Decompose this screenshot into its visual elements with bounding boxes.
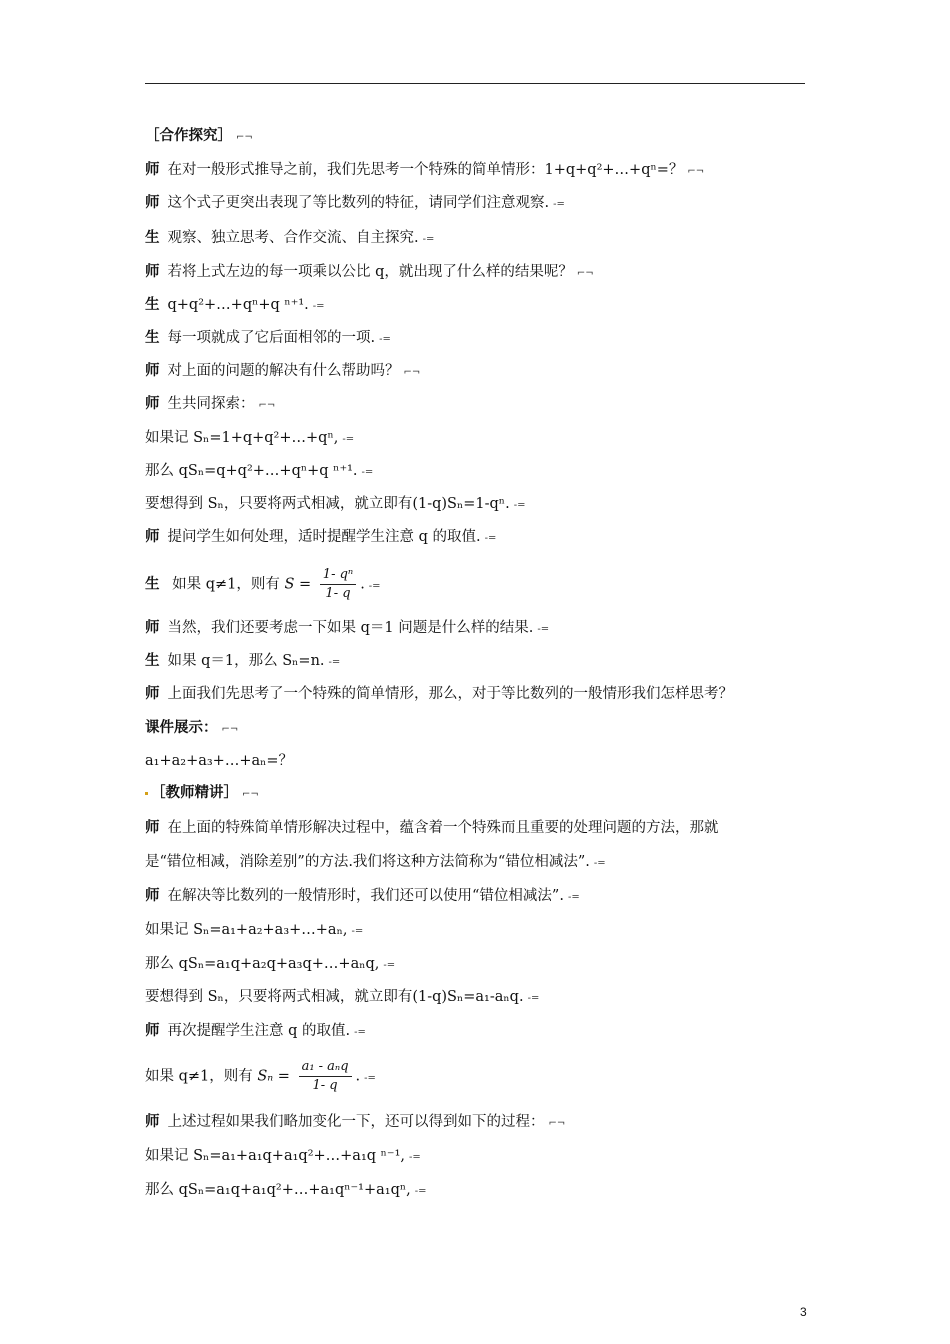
fraction-line-2 (145, 1058, 376, 1095)
edit-mark: -= (354, 1027, 366, 1038)
text-line (145, 618, 549, 640)
text-line (145, 1112, 565, 1134)
edit-mark: -= (409, 1152, 421, 1163)
speaker-label: 生 (145, 653, 160, 669)
edit-mark: -= (383, 960, 396, 971)
line-text: 生共同探索： (167, 396, 255, 412)
speaker-label: 师 (145, 686, 160, 702)
edit-mark: -= (593, 858, 606, 869)
fraction-line-1 (145, 566, 381, 603)
edit-mark: -= (351, 926, 364, 937)
highlight-dot (145, 792, 148, 795)
speaker-label: 师 (145, 529, 160, 545)
edit-mark: ⌐¬ (576, 268, 594, 279)
edit-mark: -= (312, 301, 325, 312)
fraction (299, 1058, 352, 1095)
line-text: 上述过程如果我们略加变化一下，还可以得到如下的过程： (167, 1114, 545, 1130)
line-text: 课件展示： (145, 720, 218, 736)
speaker-label: 师 (145, 396, 160, 412)
line-text: 那么 qSₙ=a₁q+a₂q+a₃q+…+aₙq, (145, 956, 380, 972)
text-line (145, 328, 391, 350)
text-line (145, 751, 293, 771)
text-line (145, 651, 340, 673)
line-text: 那么 qSₙ=a₁q+a₁q²+…+a₁qⁿ⁻¹+a₁qⁿ, (145, 1182, 411, 1198)
line-text: 在解决等比数列的一般情形时，我们还可以使用“错位相减法”. (167, 888, 564, 904)
edit-mark: -= (527, 993, 540, 1004)
text-line (145, 1146, 421, 1168)
speaker-label: 生 (145, 297, 160, 313)
line-text: 在对一般形式推导之前，我们先思考一个特殊的简单情形：1+q+q²+…+qⁿ=？ (167, 162, 684, 178)
edit-mark: ⌐¬ (221, 724, 239, 735)
text-line (145, 394, 275, 416)
line-text: q+q²+…+qⁿ+q ⁿ⁺¹. (167, 297, 309, 313)
line-text: 要想得到 Sₙ，只要将两式相减，就立即有(1-q)Sₙ=a₁-aₙq. (145, 989, 524, 1005)
edit-mark: -= (361, 467, 374, 478)
text-line (145, 987, 539, 1009)
speaker-label: 师 (145, 620, 160, 636)
line-text: 这个式子更突出表现了等比数列的特征，请同学们注意观察. (167, 195, 550, 211)
line-text: 每一项就成了它后面相邻的一项. (167, 330, 376, 346)
text-line (145, 920, 363, 942)
text-line (145, 428, 354, 450)
text-line (145, 818, 719, 838)
text-line (145, 228, 434, 250)
fraction-lhs: S = (284, 576, 312, 593)
speaker-label: 师 (145, 888, 160, 904)
text-line (145, 527, 496, 549)
fraction-suffix: . (360, 576, 365, 593)
text-line (145, 684, 733, 704)
speaker-label: 师 (145, 1023, 160, 1039)
speaker-label: 生 (145, 330, 160, 346)
edit-mark: ⌐¬ (548, 1118, 566, 1129)
speaker-label: 师 (145, 820, 160, 836)
line-text: 如果 q＝1，那么 Sₙ=n. (167, 653, 325, 669)
line-text: 要想得到 Sₙ，只要将两式相减，就立即有(1-q)Sₙ=1-qⁿ. (145, 496, 510, 512)
speaker-label: 师 (145, 195, 160, 211)
speaker-label: 师 (145, 363, 160, 379)
fraction-denominator: 1- q (325, 586, 351, 601)
line-text: 观察、独立思考、合作交流、自主探究. (167, 230, 419, 246)
fraction-numerator: 1- qⁿ (320, 566, 356, 585)
speaker-label: 师 (145, 1114, 160, 1130)
text-line (145, 954, 395, 976)
line-text: 提问学生如何处理，适时提醒学生注意 q 的取值. (167, 529, 481, 545)
line-text: 若将上式左边的每一项乘以公比 q，就出现了什么样的结果呢？ (167, 264, 573, 280)
line-text: 那么 qSₙ=q+q²+…+qⁿ+q ⁿ⁺¹. (145, 463, 358, 479)
text-line (145, 886, 580, 908)
fraction (320, 566, 356, 603)
line-text: 如果记 Sₙ=1+q+q²+…+qⁿ, (145, 430, 339, 446)
line-text: 在上面的特殊简单情形解决过程中，蕴含着一个特殊而且重要的处理问题的方法，那就 (167, 820, 719, 836)
speaker-label: 生 (145, 230, 160, 246)
line-text: a₁+a₂+a₃+…+aₙ=？ (145, 753, 294, 769)
edit-mark: -= (414, 1186, 427, 1197)
header-rule (145, 83, 805, 84)
edit-mark: ⌐¬ (687, 166, 705, 177)
fraction-lhs: Sₙ = (257, 1068, 290, 1085)
edit-mark: -= (328, 657, 341, 668)
edit-mark: -= (364, 1072, 376, 1084)
edit-mark: -= (342, 434, 355, 445)
text-line (145, 461, 373, 483)
fraction-prefix: 如果 q≠1，则有 (172, 576, 280, 593)
fraction-prefix: 如果 q≠1，则有 (145, 1068, 253, 1085)
line-text: 对上面的问题的解决有什么帮助吗？ (167, 363, 400, 379)
text-line (145, 262, 594, 284)
text-line (145, 718, 238, 740)
line-text: ［合作探究］ (145, 128, 232, 144)
edit-mark: -= (553, 199, 565, 210)
edit-mark: -= (484, 533, 497, 544)
line-text: 上面我们先思考了一个特殊的简单情形，那么，对于等比数列的一般情形我们怎样思考？ (167, 686, 733, 702)
text-line (145, 193, 565, 215)
fraction-suffix: . (355, 1068, 361, 1085)
edit-mark: -= (422, 234, 435, 245)
edit-mark: ⌐¬ (258, 400, 276, 411)
edit-mark: ⌐¬ (242, 789, 259, 800)
edit-mark: ⌐¬ (403, 367, 421, 378)
text-line (145, 1180, 427, 1202)
text-line (145, 126, 253, 148)
line-text: 当然，我们还要考虑一下如果 q＝1 问题是什么样的结果. (167, 620, 534, 636)
text-line (145, 494, 525, 516)
edit-mark: -= (513, 500, 526, 511)
fraction-numerator: a₁ - aₙq (299, 1058, 352, 1077)
line-text: 是“错位相减，消除差别”的方法.我们将这种方法简称为“错位相减法”. (145, 854, 590, 870)
page-number: 3 (800, 1305, 807, 1319)
edit-mark: ⌐¬ (236, 132, 253, 143)
edit-mark: -= (567, 892, 580, 903)
text-line (145, 852, 606, 874)
line-text: ［教师精讲］ (151, 785, 238, 801)
edit-mark: -= (368, 580, 381, 592)
fraction-denominator: 1- q (312, 1078, 338, 1093)
speaker-label: 师 (145, 162, 160, 178)
edit-mark: -= (379, 334, 391, 345)
text-line (145, 1021, 366, 1043)
line-text: 如果记 Sₙ=a₁+a₁q+a₁q²+…+a₁q ⁿ⁻¹, (145, 1148, 406, 1164)
line-text: 如果记 Sₙ=a₁+a₂+a₃+…+aₙ, (145, 922, 348, 938)
speaker-label: 师 (145, 264, 160, 280)
line-text: 再次提醒学生注意 q 的取值. (167, 1023, 351, 1039)
edit-mark: -= (537, 624, 550, 635)
speaker-label: 生 (145, 576, 160, 593)
text-line (145, 361, 420, 383)
text-line (145, 295, 325, 317)
text-line (145, 160, 704, 182)
text-line (145, 783, 259, 805)
